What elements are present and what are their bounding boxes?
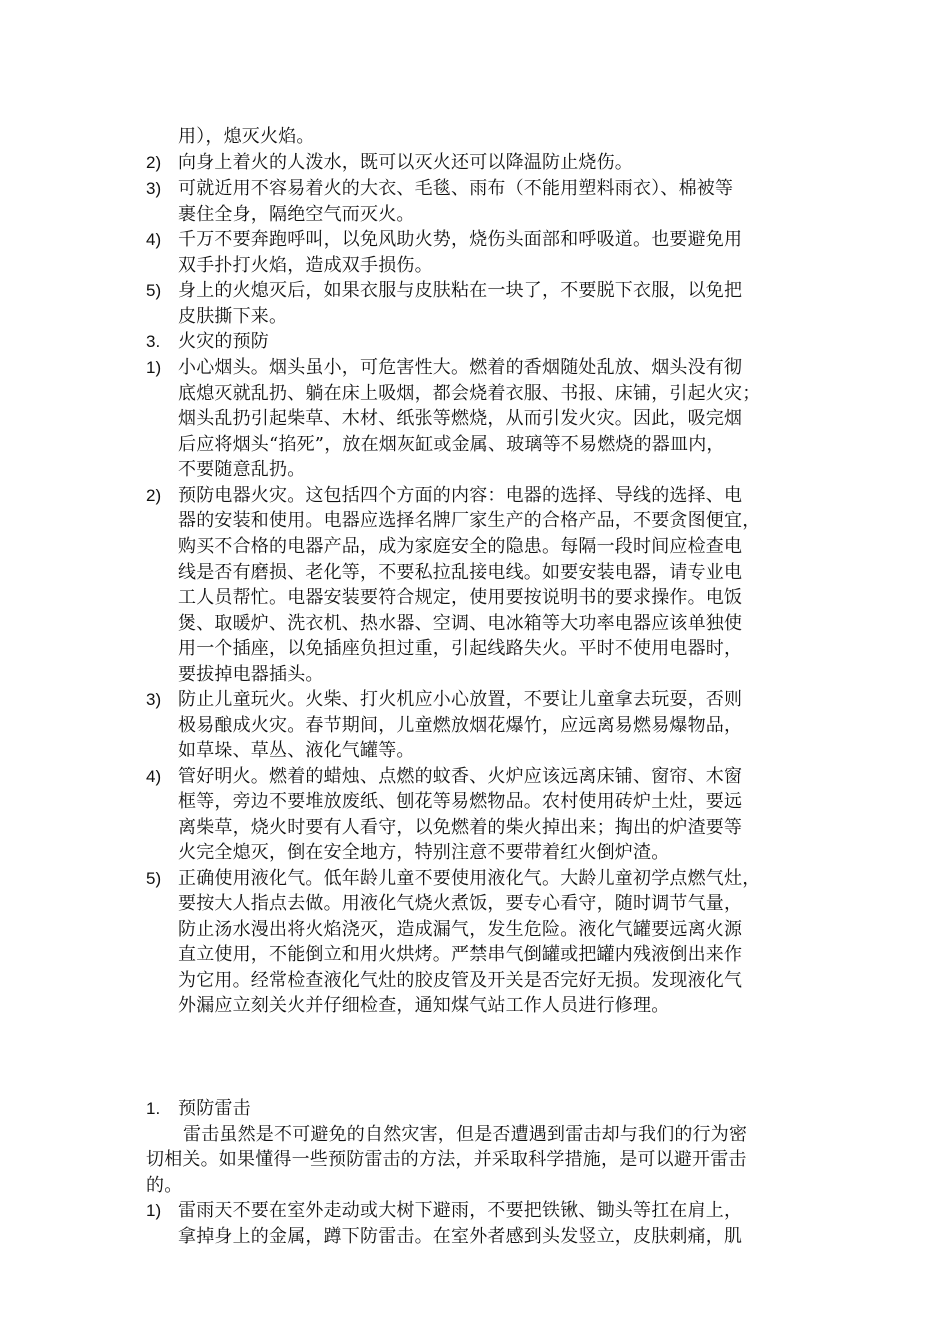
list-line: 烟头乱扔引起柴草、木材、纸张等燃烧，从而引发火灾。因此，吸完烟 — [178, 408, 743, 429]
list-line: 预防电器火灾。这包括四个方面的内容：电器的选择、导线的选择、电 — [178, 485, 743, 506]
list-number: 5) — [146, 281, 162, 300]
list-line: 外漏应立刻关火并仔细检查，通知煤气站工作人员进行修理。 — [178, 995, 670, 1016]
heading-number: 1. — [146, 1099, 161, 1118]
list-line: 框等，旁边不要堆放废纸、刨花等易燃物品。农村使用砖炉土灶，要远 — [178, 791, 743, 812]
list-line: 器的安装和使用。电器应选择名牌厂家生产的合格产品，不要贪图便宜， — [178, 510, 761, 531]
paragraph-line: 切相关。如果懂得一些预防雷击的方法，并采取科学措施，是可以避开雷击 — [146, 1149, 747, 1170]
list-line: 裹住全身，隔绝空气而灭火。 — [178, 204, 415, 225]
list-line: 直立使用，不能倒立和用火烘烤。严禁串气倒罐或把罐内残液倒出来作 — [178, 944, 743, 965]
list-number: 4) — [146, 767, 162, 786]
list-number: 3) — [146, 690, 162, 709]
list-line: 管好明火。燃着的蜡烛、点燃的蚊香、火炉应该远离床铺、窗帘、木窗 — [178, 766, 743, 787]
heading-number: 3. — [146, 332, 161, 351]
heading-text: 火灾的预防 — [178, 331, 269, 352]
list-line: 离柴草，烧火时要有人看守，以免燃着的柴火掉出来；掏出的炉渣要等 — [178, 817, 743, 838]
list-line: 正确使用液化气。低年龄儿童不要使用液化气。大龄儿童初学点燃气灶， — [178, 868, 761, 889]
list-line: 购买不合格的电器产品，成为家庭安全的隐患。每隔一段时间应检查电 — [178, 536, 743, 557]
paragraph-line: 雷击虽然是不可避免的自然灾害，但是否遭遇到雷击却与我们的行为密 — [183, 1124, 748, 1145]
list-line: 线是否有磨损、老化等，不要私拉乱接电线。如要安装电器，请专业电 — [178, 562, 743, 583]
list-line: 小心烟头。烟头虽小，可危害性大。燃着的香烟随处乱放、烟头没有彻 — [178, 357, 743, 378]
list-number: 2) — [146, 153, 162, 172]
paragraph-line: 的。 — [146, 1175, 183, 1196]
list-number: 5) — [146, 869, 162, 888]
list-line: 拿掉身上的金属，蹲下防雷击。在室外者感到头发竖立，皮肤刺痛，肌 — [178, 1226, 743, 1247]
list-line: 千万不要奔跑呼叫，以免风助火势，烧伤头面部和呼吸道。也要避免用 — [178, 229, 743, 250]
list-line: 工人员帮忙。电器安装要符合规定，使用要按说明书的要求操作。电饭 — [178, 587, 743, 608]
list-line: 不要随意乱扔。 — [178, 459, 306, 480]
list-line: 可就近用不容易着火的大衣、毛毯、雨布（不能用塑料雨衣）、棉被等 — [178, 178, 734, 199]
list-line: 如草垛、草丛、液化气罐等。 — [178, 740, 415, 761]
list-number: 2) — [146, 486, 162, 505]
list-line: 防止汤水漫出将火焰浇灭，造成漏气，发生危险。液化气罐要远离火源 — [178, 919, 743, 940]
list-line: 火完全熄灭，倒在安全地方，特别注意不要带着红火倒炉渣。 — [178, 842, 670, 863]
list-line: 为它用。经常检查液化气灶的胶皮管及开关是否完好无损。发现液化气 — [178, 970, 743, 991]
list-line: 双手扑打火焰，造成双手损伤。 — [178, 255, 433, 276]
list-line: 皮肤撕下来。 — [178, 306, 288, 327]
list-line: 身上的火熄灭后，如果衣服与皮肤粘在一块了，不要脱下衣服，以免把 — [178, 280, 743, 301]
list-line: 煲、取暖炉、洗衣机、热水器、空调、电冰箱等大功率电器应该单独使 — [178, 613, 743, 634]
list-number: 3) — [146, 179, 162, 198]
list-line: 雷雨天不要在室外走动或大树下避雨，不要把铁锹、锄头等扛在肩上， — [178, 1200, 743, 1221]
list-line: 要按大人指点去做。用液化气烧火煮饭，要专心看守，随时调节气量， — [178, 893, 743, 914]
list-line: 用一个插座，以免插座负担过重，引起线路失火。平时不使用电器时， — [178, 638, 743, 659]
list-line: 向身上着火的人泼水，既可以灭火还可以降温防止烧伤。 — [178, 152, 633, 173]
heading-text: 预防雷击 — [178, 1098, 251, 1119]
list-line: 要拔掉电器插头。 — [178, 664, 324, 685]
list-line: 极易酿成火灾。春节期间，儿童燃放烟花爆竹，应远离易燃易爆物品， — [178, 715, 743, 736]
list-number: 1) — [146, 358, 162, 377]
list-number: 1) — [146, 1201, 162, 1220]
list-line: 底熄灭就乱扔、躺在床上吸烟，都会烧着衣服、书报、床铺，引起火灾； — [178, 383, 761, 404]
continuation-line: 用），熄灭火焰。 — [178, 126, 315, 147]
list-line: 后应将烟头“掐死”，放在烟灰缸或金属、玻璃等不易燃烧的器皿内， — [178, 434, 725, 455]
list-number: 4) — [146, 230, 162, 249]
list-line: 防止儿童玩火。火柴、打火机应小心放置，不要让儿童拿去玩耍，否则 — [178, 689, 743, 710]
